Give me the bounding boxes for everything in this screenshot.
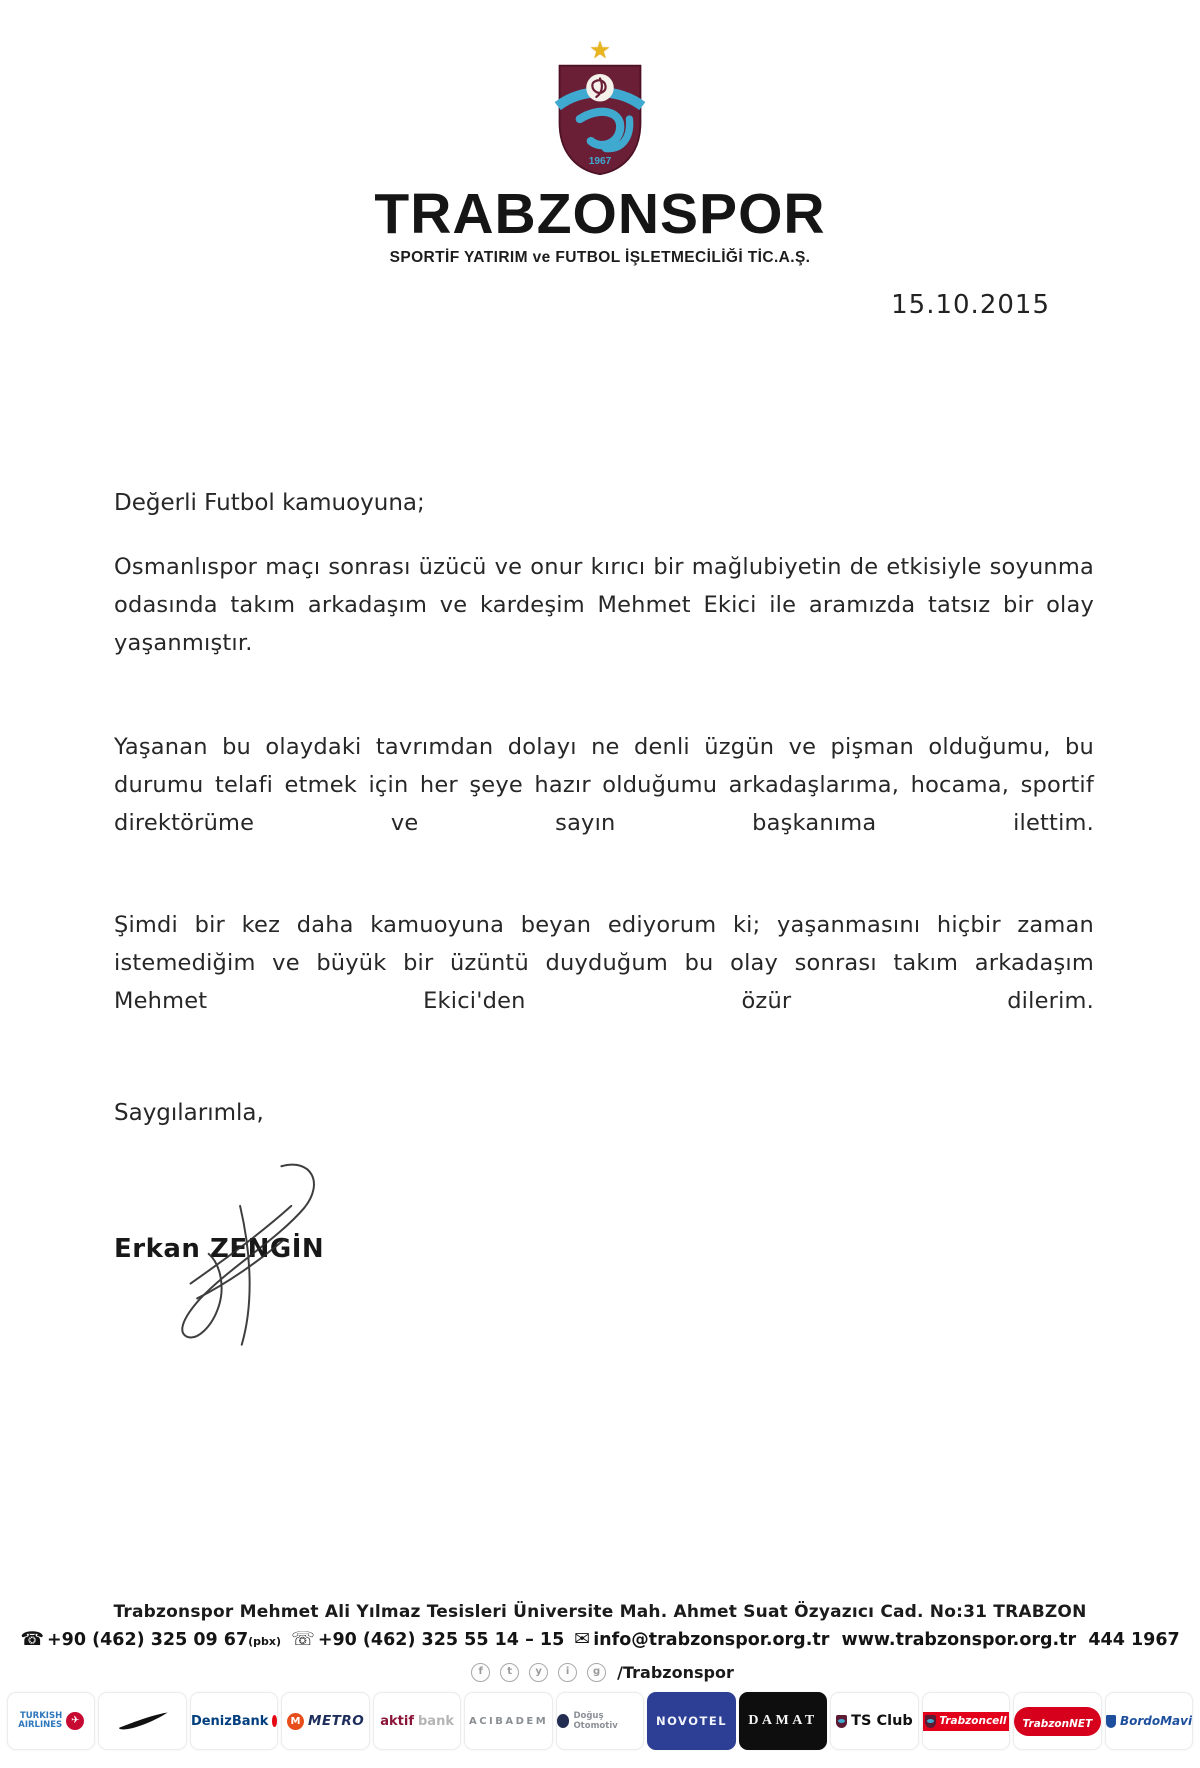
phone-note: (pbx) (248, 1635, 282, 1648)
sponsor-ts-club (830, 1692, 918, 1750)
thy-line1: TURKISH (19, 1711, 63, 1721)
metro-wordmark: METRO (308, 1713, 365, 1729)
letter-date: 15.10.2015 (891, 290, 1050, 320)
aktifbank-wordmark-1: aktif (380, 1713, 414, 1729)
sponsor-strip (0, 1692, 1200, 1750)
phone-number: +90 (462) 325 09 67 (47, 1630, 249, 1650)
trabzoncell-wordmark: Trabzoncell (939, 1715, 1007, 1727)
twitter-icon: t (500, 1663, 519, 1682)
crest-year: 1967 (588, 156, 612, 168)
paragraph-3: Şimdi bir kez daha kamuoyuna beyan ediyorum ki; yaşanmasını hiçbir zaman istemediğim ve büyük bir üzüntü duyduğum bu olay sonrası takım arkadaşım Mehmet Ekici'den özür dilerim. (114, 912, 1094, 1014)
footer-address: Trabzonspor Mehmet Ali Yılmaz Tesisleri Üniversite Mah. Ahmet Suat Özyazıcı Cad. No:31 TRABZON (113, 1602, 1087, 1622)
signer-name: Erkan ZENGİN (114, 1234, 325, 1264)
footer-contact (0, 1628, 1200, 1650)
club-name: TRABZONSPOR (374, 182, 826, 246)
salutation: Değerli Futbol kamuoyuna; (114, 490, 425, 516)
sponsor-damat (739, 1692, 827, 1750)
dogus-otomotiv-icon (557, 1714, 570, 1728)
trabzoncell-shield-icon (925, 1715, 936, 1728)
closing: Saygılarımla, (114, 1100, 264, 1126)
email-icon: ✉ (574, 1628, 591, 1650)
denizbank-icon (272, 1715, 277, 1727)
nike-swoosh-icon (117, 1711, 169, 1731)
thy-line2: AIRLINES (18, 1720, 63, 1730)
acibadem-wordmark: ACIBADEM (468, 1715, 549, 1727)
ts-club-shield-icon (836, 1715, 847, 1728)
bordomavi-wordmark: BordoMavi (1119, 1714, 1193, 1728)
aktifbank-wordmark-2: bank (417, 1713, 454, 1729)
sponsor-bordomavi (1105, 1692, 1193, 1750)
sponsor-acibadem (464, 1692, 552, 1750)
handwritten-signature (150, 1158, 350, 1348)
star-icon: ★ (589, 36, 611, 64)
sponsor-nike (98, 1692, 186, 1750)
sponsor-novotel (647, 1692, 735, 1750)
googleplus-icon: g (587, 1663, 606, 1682)
club-subtitle: SPORTİF YATIRIM ve FUTBOL İŞLETMECİLİĞİ TİC.A.Ş. (389, 249, 811, 266)
damat-wordmark: DAMAT (748, 1713, 818, 1728)
trabzonspor-crest-icon (554, 62, 646, 176)
paragraph-1: Osmanlıspor maçı sonrası üzücü ve onur kırıcı bir mağlubiyetin de etkisiyle soyunma odasında takım arkadaşım ve kardeşim Mehmet Ekici ile aramızda tatsız bir olay yaşanmıştır. (114, 554, 1094, 656)
sponsor-denizbank (190, 1692, 278, 1750)
facebook-icon: f (471, 1663, 490, 1682)
website-url: www.trabzonspor.org.tr (841, 1630, 1077, 1650)
letter-body (114, 488, 1094, 1264)
email-address: info@trabzonspor.org.tr (593, 1630, 830, 1650)
trabzonnet-wordmark: TrabzonNET (1022, 1717, 1093, 1730)
paragraph-2: Yaşanan bu olaydaki tavrımdan dolayı ne denli üzgün ve pişman olduğumu, bu durumu telafi etmek için her şeye hazır olduğumu arkadaşlarıma, hocama, sportif direktörüme ve sayın başkanıma ilettim. (114, 734, 1094, 836)
sponsor-turkish-airlines (7, 1692, 95, 1750)
bordomavi-shield-icon (1106, 1715, 1116, 1728)
fax-number: +90 (462) 325 55 14 – 15 (317, 1630, 565, 1650)
call-center-number: 444 1967 (1088, 1630, 1180, 1650)
turkish-airlines-icon: ✈ (66, 1712, 84, 1730)
sponsor-metro (281, 1692, 369, 1750)
instagram-icon: i (558, 1663, 577, 1682)
youtube-icon: y (529, 1663, 548, 1682)
ts-club-wordmark: TS Club (851, 1713, 913, 1729)
dogus-otomotiv-wordmark: Doğuş Otomotiv (573, 1711, 618, 1731)
letterhead (0, 36, 1200, 267)
metro-icon: M (287, 1713, 304, 1730)
sponsor-trabzonnet (1013, 1692, 1101, 1750)
sponsor-dogus-otomotiv (556, 1692, 644, 1750)
sponsor-aktifbank (373, 1692, 461, 1750)
social-handle: /Trabzonspor (617, 1663, 734, 1682)
phone-icon: ☎ (20, 1628, 44, 1650)
denizbank-wordmark: DenizBank (190, 1713, 269, 1729)
fax-icon: ☏ (291, 1628, 315, 1650)
sponsor-trabzoncell (922, 1692, 1010, 1750)
novotel-wordmark: NOVOTEL (655, 1714, 728, 1728)
social-row (0, 1662, 1200, 1682)
